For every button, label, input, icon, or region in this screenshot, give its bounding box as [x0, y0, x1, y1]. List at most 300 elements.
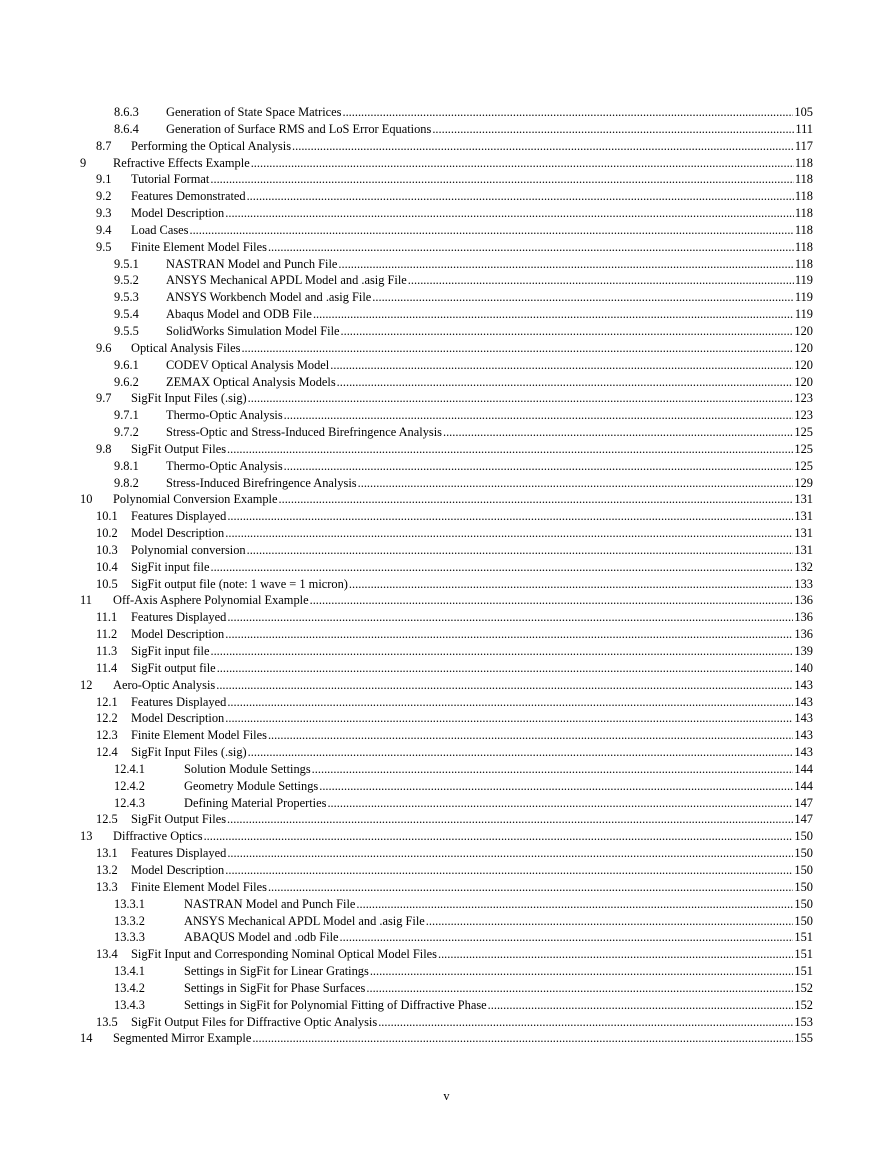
dot-leader [241, 340, 793, 357]
toc-entry-title: SigFit Input and Corresponding Nominal Optical Model Files [131, 947, 437, 962]
toc-entry-line [131, 879, 813, 896]
toc-entry-title: Settings in SigFit for Polynomial Fitting of Diffractive Phase [184, 997, 487, 1012]
toc-entry-line [131, 525, 813, 542]
toc-entry-number: 13.2 [96, 862, 118, 877]
toc-entry-page: 120 [794, 357, 813, 372]
toc-entry-title: Stress-Induced Birefringence Analysis [166, 475, 357, 490]
dot-leader [189, 222, 793, 239]
dot-leader [341, 323, 794, 340]
toc-entry-number: 11.1 [96, 610, 118, 625]
toc-entry[interactable] [0, 576, 893, 593]
toc-entry[interactable] [0, 778, 893, 795]
toc-entry-line [166, 323, 813, 340]
toc-entry-number: 11.4 [96, 660, 118, 675]
toc-entry-page: 136 [794, 610, 813, 625]
toc-entry-number: 10.2 [96, 526, 118, 541]
toc-entry-line [131, 744, 813, 761]
toc-entry-line [131, 239, 813, 256]
toc-entry-page: 150 [794, 829, 813, 844]
toc-entry-page: 118 [794, 172, 813, 187]
toc-entry-number: 13.3.1 [114, 896, 145, 911]
toc-entry-page: 151 [794, 947, 813, 962]
toc-entry[interactable] [0, 980, 893, 997]
toc-entry-title: Finite Element Model Files [131, 879, 267, 894]
toc-entry[interactable] [0, 407, 893, 424]
dot-leader [279, 491, 794, 508]
toc-entry-title: Segmented Mirror Example [113, 1031, 252, 1046]
toc-entry-title: Model Description [131, 711, 225, 726]
toc-entry[interactable] [0, 896, 893, 913]
toc-entry-number: 9.5.4 [114, 307, 139, 322]
toc-entry-page: 153 [794, 1014, 813, 1029]
toc-entry-title: Geometry Module Settings [184, 778, 319, 793]
toc-entry-line [131, 171, 813, 188]
toc-entry[interactable] [0, 694, 893, 711]
toc-entry-number: 11.2 [96, 627, 118, 642]
toc-entry-line [184, 980, 813, 997]
toc-entry[interactable] [0, 946, 893, 963]
toc-entry[interactable] [0, 862, 893, 879]
toc-entry-line [184, 913, 813, 930]
toc-entry-number: 12.4.3 [114, 795, 145, 810]
toc-entry-number: 9.1 [96, 172, 112, 187]
toc-entry-title: SigFit Output Files for Diffractive Optic Analysis [131, 1014, 378, 1029]
toc-entry[interactable] [0, 222, 893, 239]
toc-entry-title: Thermo-Optic Analysis [166, 408, 283, 423]
toc-entry-title: Solution Module Settings [184, 761, 311, 776]
toc-entry-number: 10 [80, 492, 93, 507]
toc-entry-page: 132 [794, 559, 813, 574]
toc-entry-page: 155 [794, 1031, 813, 1046]
toc-entry-line [184, 929, 813, 946]
toc-entry[interactable] [0, 828, 893, 845]
toc-entry-title: Polynomial Conversion Example [113, 492, 278, 507]
toc-entry-number: 13.5 [96, 1014, 118, 1029]
toc-entry-page: 140 [794, 660, 813, 675]
toc-entry-line [166, 306, 813, 323]
toc-entry-number: 10.4 [96, 559, 118, 574]
toc-entry[interactable] [0, 155, 893, 172]
toc-entry-number: 13.3.2 [114, 913, 145, 928]
toc-entry[interactable] [0, 660, 893, 677]
toc-entry-number: 13 [80, 829, 93, 844]
dot-leader [284, 407, 794, 424]
dot-leader [204, 828, 794, 845]
toc-entry-page: 118 [794, 155, 813, 170]
toc-entry-line [131, 340, 813, 357]
toc-entry[interactable] [0, 390, 893, 407]
toc-entry-title: Abaqus Model and ODB File [166, 307, 312, 322]
dot-leader [310, 592, 794, 609]
toc-entry[interactable] [0, 761, 893, 778]
toc-entry-number: 9.7.1 [114, 408, 139, 423]
toc-entry-title: Defining Material Properties [184, 795, 327, 810]
toc-entry[interactable] [0, 340, 893, 357]
toc-entry-number: 14 [80, 1031, 93, 1046]
toc-entry-title: NASTRAN Model and Punch File [184, 896, 356, 911]
toc-entry-number: 10.5 [96, 576, 118, 591]
dot-leader [366, 980, 793, 997]
toc-entry-line [166, 407, 813, 424]
toc-entry-page: 118 [794, 256, 813, 271]
toc-entry[interactable] [0, 845, 893, 862]
toc-entry-line [113, 677, 813, 694]
toc-entry[interactable] [0, 306, 893, 323]
toc-entry[interactable] [0, 592, 893, 609]
toc-entry[interactable] [0, 357, 893, 374]
toc-entry-title: Generation of State Space Matrices [166, 105, 342, 119]
toc-entry-title: Optical Analysis Files [131, 340, 241, 355]
toc-entry-line [166, 424, 813, 441]
toc-entry[interactable] [0, 1030, 893, 1047]
toc-entry[interactable] [0, 525, 893, 542]
toc-entry-number: 13.4.1 [114, 964, 145, 979]
toc-entry-line [131, 390, 813, 407]
dot-leader [247, 542, 794, 559]
toc-entry-page: 144 [794, 761, 813, 776]
toc-entry-page: 118 [794, 222, 813, 237]
dot-leader [292, 138, 794, 155]
toc-entry[interactable] [0, 879, 893, 896]
toc-entry-page: 120 [794, 340, 813, 355]
toc-entry-page: 143 [794, 745, 813, 760]
dot-leader [319, 778, 793, 795]
toc-entry-number: 10.1 [96, 509, 118, 524]
toc-entry[interactable] [0, 458, 893, 475]
toc-entry-line [131, 609, 813, 626]
toc-entry-title: SolidWorks Simulation Model File [166, 323, 340, 338]
dot-leader [227, 694, 793, 711]
toc-entry-line [131, 660, 813, 677]
toc-entry[interactable] [0, 205, 893, 222]
toc-entry-title: SigFit output file [131, 660, 216, 675]
toc-entry-line [131, 542, 813, 559]
toc-entry-line [184, 963, 813, 980]
toc-entry-title: Thermo-Optic Analysis [166, 458, 283, 473]
dot-leader [210, 643, 793, 660]
toc-entry-title: SigFit output file (note: 1 wave = 1 micron) [131, 576, 348, 591]
toc-entry-page: 150 [794, 913, 813, 928]
toc-entry-number: 11 [80, 593, 92, 608]
toc-entry-line [184, 778, 813, 795]
toc-entry-page: 131 [794, 542, 813, 557]
toc-entry-title: Model Description [131, 206, 225, 221]
toc-entry-page: 120 [794, 323, 813, 338]
dot-leader [217, 660, 794, 677]
toc-entry-title: ANSYS Workbench Model and .asig File [166, 290, 372, 305]
toc-entry-line [131, 508, 813, 525]
toc-entry-page: 150 [794, 896, 813, 911]
toc-entry-number: 12.3 [96, 728, 118, 743]
dot-leader [432, 121, 794, 138]
toc-entry-title: Polynomial conversion [131, 542, 246, 557]
dot-leader [225, 710, 793, 727]
toc-entry[interactable] [0, 475, 893, 492]
dot-leader [227, 609, 793, 626]
toc-entry-number: 13.3 [96, 879, 118, 894]
toc-entry-page: 150 [794, 846, 813, 861]
toc-entry-title: SigFit Output Files [131, 441, 227, 456]
toc-entry-page: 143 [794, 677, 813, 692]
dot-leader [225, 626, 793, 643]
toc-entry-line [166, 357, 813, 374]
toc-entry-line [131, 694, 813, 711]
dot-leader [225, 205, 794, 222]
toc-entry-line [113, 491, 813, 508]
toc-entry-line [113, 592, 813, 609]
toc-entry-number: 12.4.2 [114, 778, 145, 793]
toc-entry-line [131, 946, 813, 963]
toc-entry-line [131, 710, 813, 727]
toc-entry-page: 150 [794, 862, 813, 877]
dot-leader [342, 104, 793, 121]
toc-entry-page: 119 [794, 307, 813, 322]
toc-entry-line [131, 811, 813, 828]
toc-entry[interactable] [0, 188, 893, 205]
toc-entry-number: 9.5 [96, 239, 112, 254]
toc-entry[interactable] [0, 138, 893, 155]
toc-entry-line [113, 828, 813, 845]
toc-entry-title: Settings in SigFit for Linear Gratings [184, 964, 369, 979]
toc-entry-title: Features Displayed [131, 610, 227, 625]
toc-entry-page: 120 [794, 374, 813, 389]
toc-entry-number: 9.2 [96, 189, 112, 204]
toc-entry-page: 125 [794, 425, 813, 440]
toc-entry[interactable] [0, 929, 893, 946]
toc-entry[interactable] [0, 323, 893, 340]
dot-leader [227, 811, 793, 828]
toc-entry-line [184, 896, 813, 913]
dot-leader [338, 256, 793, 273]
toc-entry-number: 12.4.1 [114, 761, 145, 776]
toc-entry-number: 9.5.5 [114, 323, 139, 338]
toc-entry[interactable] [0, 491, 893, 508]
toc-entry-number: 9.3 [96, 206, 112, 221]
toc-entry-number: 9.7.2 [114, 425, 139, 440]
toc-entry-title: SigFit input file [131, 644, 210, 658]
toc-entry[interactable] [0, 913, 893, 930]
toc-entry-number: 8.7 [96, 138, 112, 153]
dot-leader [372, 289, 794, 306]
table-of-contents [0, 104, 893, 1047]
toc-entry-line [184, 997, 813, 1014]
toc-entry-line [166, 121, 813, 138]
page-number: v [443, 1089, 450, 1103]
toc-entry[interactable] [0, 559, 893, 576]
dot-leader [251, 155, 794, 172]
dot-leader [426, 913, 794, 930]
toc-entry-line [184, 795, 813, 812]
toc-entry[interactable] [0, 626, 893, 643]
toc-entry-line [131, 559, 813, 576]
dot-leader [378, 1014, 793, 1031]
toc-entry-title: SigFit Input Files (.sig) [131, 745, 247, 760]
dot-leader [327, 795, 793, 812]
toc-entry-number: 13.1 [96, 846, 118, 861]
dot-leader [370, 963, 794, 980]
toc-entry-number: 9.8.1 [114, 458, 139, 473]
toc-entry[interactable] [0, 171, 893, 188]
toc-entry-line [131, 138, 813, 155]
toc-entry[interactable] [0, 272, 893, 289]
dot-leader [268, 239, 794, 256]
dot-leader [349, 576, 793, 593]
toc-entry-line [131, 222, 813, 239]
toc-entry-title: Model Description [131, 862, 225, 877]
toc-entry-line [166, 374, 813, 391]
toc-entry-number: 9.8.2 [114, 475, 139, 490]
toc-entry-number: 9.5.2 [114, 273, 139, 288]
toc-entry-page: 147 [794, 795, 813, 810]
toc-entry-page: 152 [794, 980, 813, 995]
dot-leader [247, 188, 794, 205]
toc-entry-line [184, 761, 813, 778]
toc-entry[interactable] [0, 997, 893, 1014]
dot-leader [252, 1030, 793, 1047]
toc-entry[interactable] [0, 374, 893, 391]
toc-entry-number: 11.3 [96, 644, 118, 658]
dot-leader [488, 997, 794, 1014]
toc-entry[interactable] [0, 289, 893, 306]
toc-entry-page: 143 [794, 694, 813, 709]
toc-entry-title: SigFit Input Files (.sig) [131, 391, 247, 406]
toc-entry-title: Generation of Surface RMS and LoS Error Equations [166, 121, 432, 136]
toc-entry[interactable] [0, 609, 893, 626]
toc-entry-number: 13.4.3 [114, 997, 145, 1012]
toc-entry-title: Features Demonstrated [131, 189, 246, 204]
toc-entry-title: Features Displayed [131, 509, 227, 524]
toc-entry-number: 12.2 [96, 711, 118, 726]
toc-entry[interactable] [0, 677, 893, 694]
toc-entry-number: 9.8 [96, 441, 112, 456]
toc-entry[interactable] [0, 727, 893, 744]
toc-entry[interactable] [0, 121, 893, 138]
dot-leader [225, 525, 793, 542]
dot-leader [216, 677, 793, 694]
toc-entry-number: 12.1 [96, 694, 118, 709]
toc-entry[interactable] [0, 256, 893, 273]
toc-entry-number: 8.6.3 [114, 105, 139, 119]
toc-entry-line [131, 1014, 813, 1031]
dot-leader [358, 475, 794, 492]
toc-entry[interactable] [0, 710, 893, 727]
toc-entry-number: 8.6.4 [114, 121, 139, 136]
dot-leader [227, 508, 793, 525]
toc-entry-title: ZEMAX Optical Analysis Models [166, 374, 336, 389]
toc-entry-line [131, 862, 813, 879]
dot-leader [248, 390, 794, 407]
toc-entry-title: ANSYS Mechanical APDL Model and .asig File [166, 273, 407, 288]
toc-entry-page: 119 [794, 273, 813, 288]
toc-entry[interactable] [0, 239, 893, 256]
toc-entry-page: 111 [795, 121, 813, 136]
dot-leader [356, 896, 793, 913]
toc-entry-title: Model Description [131, 627, 225, 642]
toc-entry-page: 125 [794, 441, 813, 456]
dot-leader [225, 862, 793, 879]
toc-entry-page: 152 [794, 997, 813, 1012]
dot-leader [210, 559, 793, 576]
dot-leader [227, 441, 793, 458]
toc-entry[interactable] [0, 643, 893, 660]
dot-leader [248, 744, 794, 761]
dot-leader [268, 879, 793, 896]
toc-entry-number: 12.4 [96, 745, 118, 760]
toc-entry-number: 9.5.3 [114, 290, 139, 305]
toc-entry[interactable] [0, 795, 893, 812]
toc-entry-page: 123 [794, 408, 813, 423]
dot-leader [313, 306, 794, 323]
toc-entry-title: Refractive Effects Example [113, 155, 250, 170]
dot-leader [330, 357, 793, 374]
toc-entry-line [131, 576, 813, 593]
toc-entry-number: 9.6.2 [114, 374, 139, 389]
toc-entry-number: 9.6.1 [114, 357, 139, 372]
toc-entry-number: 13.4.2 [114, 980, 145, 995]
toc-entry[interactable] [0, 963, 893, 980]
toc-entry-line [113, 1030, 813, 1047]
toc-entry-page: 118 [794, 189, 813, 204]
toc-entry-title: ABAQUS Model and .odb File [184, 930, 339, 945]
toc-entry-page: 147 [794, 812, 813, 827]
toc-entry-page: 131 [794, 526, 813, 541]
toc-entry-line [113, 155, 813, 172]
toc-entry-title: Aero-Optic Analysis [113, 677, 216, 692]
dot-leader [443, 424, 793, 441]
toc-entry[interactable] [0, 441, 893, 458]
toc-entry-page: 125 [794, 458, 813, 473]
toc-entry-line [166, 272, 813, 289]
toc-entry-title: Settings in SigFit for Phase Surfaces [184, 980, 366, 995]
toc-entry-line [166, 289, 813, 306]
toc-entry-page: 118 [794, 206, 813, 221]
toc-entry-page: 150 [794, 879, 813, 894]
toc-entry[interactable] [0, 542, 893, 559]
toc-entry-page: 117 [794, 138, 813, 153]
dot-leader [312, 761, 794, 778]
toc-entry[interactable] [0, 104, 893, 121]
toc-entry-line [131, 188, 813, 205]
toc-entry-page: 143 [794, 728, 813, 743]
toc-entry-number: 13.3.3 [114, 930, 145, 945]
dot-leader [438, 946, 793, 963]
toc-entry-page: 119 [794, 290, 813, 305]
toc-entry[interactable] [0, 1014, 893, 1031]
toc-entry[interactable] [0, 424, 893, 441]
toc-entry[interactable] [0, 744, 893, 761]
toc-entry-title: Features Displayed [131, 694, 227, 709]
toc-entry-title: CODEV Optical Analysis Model [166, 357, 330, 372]
toc-entry-title: ANSYS Mechanical APDL Model and .asig File [184, 913, 425, 928]
toc-entry-line [131, 441, 813, 458]
toc-entry-page: 118 [794, 239, 813, 254]
dot-leader [268, 727, 793, 744]
dot-leader [227, 845, 793, 862]
toc-entry-page: 131 [794, 492, 813, 507]
toc-entry-title: Finite Element Model Files [131, 728, 267, 743]
toc-entry-page: 144 [794, 778, 813, 793]
toc-entry-title: Performing the Optical Analysis [131, 138, 292, 153]
toc-entry-page: 131 [794, 509, 813, 524]
toc-entry-title: Diffractive Optics [113, 829, 203, 844]
toc-entry[interactable] [0, 508, 893, 525]
toc-entry-page: 136 [794, 627, 813, 642]
toc-entry-number: 12.5 [96, 812, 118, 827]
toc-entry-line [131, 845, 813, 862]
toc-entry-number: 9.4 [96, 222, 112, 237]
toc-entry-number: 12 [80, 677, 93, 692]
toc-entry[interactable] [0, 811, 893, 828]
